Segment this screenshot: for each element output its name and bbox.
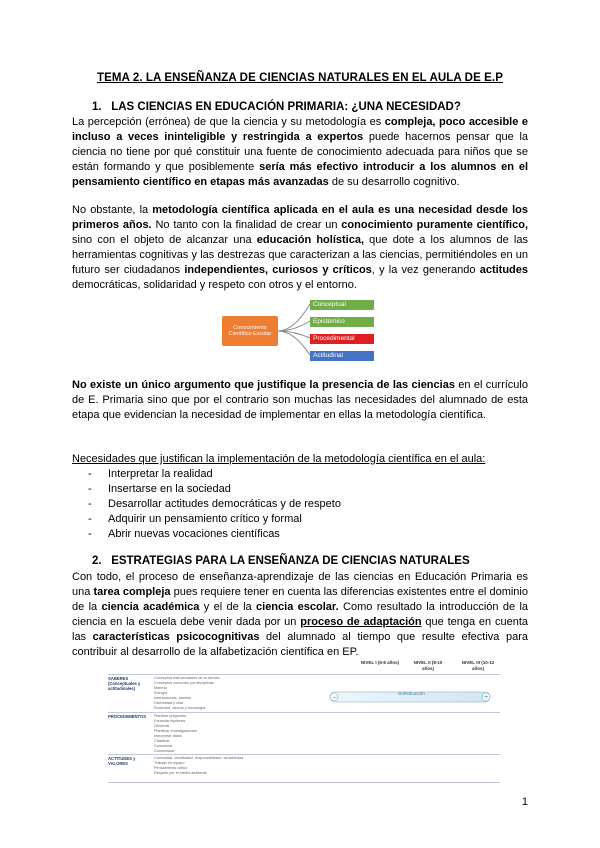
table-cell: Conceptos estructurantes de la ciencia bbox=[154, 676, 220, 680]
svg-text:−: − bbox=[332, 694, 338, 701]
p4-text-k: del alumnado al tiempo que resulte efectiva para contribuir al desarrollo de la alfabetización científica en EP. bbox=[72, 631, 528, 658]
list-item-text: Insertarse en la sociedad bbox=[108, 483, 231, 495]
p2-text-a: No obstante, la bbox=[72, 204, 153, 216]
table-cell: Conceptos comunes por disciplinas bbox=[154, 681, 214, 685]
diagram-tag-actitudinal: Actitudinal bbox=[310, 351, 374, 361]
diagram-tag-conceptual: Conceptual bbox=[310, 300, 374, 310]
section-1-heading bbox=[92, 101, 461, 113]
needs-heading: Necesidades que justifican la implementación de la metodología científica en el aula: bbox=[72, 453, 486, 465]
document-title: TEMA 2. LA ENSEÑANZA DE CIENCIAS NATURALES EN EL AULA DE E.P bbox=[97, 72, 503, 84]
row-label-procedimientos: PROCEDIMIENTOS bbox=[108, 714, 147, 719]
paragraph-1 bbox=[72, 115, 528, 190]
paragraph-2 bbox=[72, 203, 528, 293]
section-2-number: 2. bbox=[92, 555, 102, 567]
p4-text-c: pues requiere tener en cuenta las diferencias existentes entre el dominio de la bbox=[72, 586, 528, 613]
table-cell: Plantear preguntas bbox=[154, 714, 187, 718]
table-cell: Observar bbox=[154, 724, 170, 728]
section-1-number: 1. bbox=[92, 101, 102, 113]
list-item: - Abrir nuevas vocaciones científicas bbox=[88, 528, 280, 540]
table-cell: Diversidad y vida bbox=[154, 701, 183, 705]
page-number: 1 bbox=[521, 796, 528, 808]
row-items-saberes bbox=[154, 676, 219, 711]
sophistication-label: Sofisticación bbox=[398, 691, 425, 697]
p1-text-e: de su desarrollo cognitivo. bbox=[328, 176, 460, 188]
section-1-title: LAS CIENCIAS EN EDUCACIÓN PRIMARIA: ¿UNA NECESIDAD? bbox=[111, 101, 461, 113]
row-label-actitudes: ACTITUDES y VALORES bbox=[108, 756, 136, 766]
diagram-tag-epistemico: Epistémico bbox=[310, 317, 374, 327]
svg-text:+: + bbox=[483, 694, 489, 702]
diagram-tag-procedimental: Procedimental bbox=[310, 334, 374, 344]
p2-bold-d: conocimiento puramente científico, bbox=[341, 219, 529, 231]
p3-text-b: en el currículo de E. Primaria sino que por el contrario son muchas las necesidades del alumnado de esta etapa que evidencian la necesidad de implementar en ellas la metodología científica. bbox=[72, 379, 528, 421]
row-items-actitudes bbox=[154, 756, 243, 776]
table-cell: Materia bbox=[154, 686, 167, 690]
table-cell: Interacciones, cambio bbox=[154, 696, 191, 700]
table-cell: Pensamiento crítico bbox=[154, 766, 188, 770]
level-2-header: NIVEL II (8-10 años) bbox=[413, 660, 443, 671]
table-cell: Clasificar bbox=[154, 739, 170, 743]
p4-bold-d: ciencia académica bbox=[101, 601, 200, 613]
p1-bold-b: compleja, poco accesible e incluso a veces ininteligible y restringida a expertos bbox=[72, 116, 528, 143]
needs-list bbox=[88, 467, 341, 542]
p1-bold-d: sería más efectivo introducir a los alumnos en el pensamiento científico en etapas más avanzadas bbox=[72, 161, 528, 188]
p2-text-c: No tanto con la finalidad de crear un bbox=[151, 219, 342, 231]
level-1-header: NIVEL I (6-8 años) bbox=[360, 660, 400, 665]
p2-bold-f: educación holística, bbox=[256, 234, 365, 246]
p2-bold-b: metodología científica aplicada en el aula es una necesidad desde los primeros años. bbox=[72, 204, 528, 231]
p2-bold-j: actitudes bbox=[479, 264, 528, 276]
table-divider bbox=[108, 754, 500, 755]
table-divider bbox=[108, 782, 500, 783]
row-label-saberes: SABERES (Conceptuales y actitudinales) bbox=[108, 676, 141, 691]
table-cell: Comunicar bbox=[154, 744, 173, 748]
table-divider bbox=[108, 712, 500, 713]
p4-text-e: y el de la bbox=[199, 601, 257, 613]
p2-text-e: sino con el objeto de alcanzar una bbox=[72, 234, 257, 246]
p2-text-i: , y la vez generando bbox=[371, 264, 480, 276]
table-cell: Respeto por el medio ambiente bbox=[154, 771, 207, 775]
table-cell: Consensuar bbox=[154, 749, 175, 753]
p4-bold-f: ciencia escolar. bbox=[256, 601, 339, 613]
p4-text-a: Con todo, el proceso de enseñanza-aprendizaje de las ciencias en Educación Primaria es una bbox=[72, 571, 528, 598]
table-cell: Formular hipótesis bbox=[154, 719, 186, 723]
paragraph-4 bbox=[72, 570, 528, 660]
table-cell: Interpretar datos bbox=[154, 734, 182, 738]
p4-bold-b: tarea compleja bbox=[93, 586, 171, 598]
p2-text-g: que dote a los alumnos de las herramientas cognitivas y las destrezas que caracterizan a las ciencias, permitiéndoles en un futuro ser ciudadanos bbox=[72, 234, 528, 276]
table-divider bbox=[108, 674, 500, 675]
progression-table bbox=[108, 660, 500, 788]
list-item-text: Abrir nuevas vocaciones científicas bbox=[108, 528, 280, 540]
p4-text-g: Como resultado la introducción de la ciencia en la escuela debe venir dada por un bbox=[72, 601, 529, 628]
level-3-header: NIVEL III (10-12 años) bbox=[461, 660, 495, 671]
paragraph-3 bbox=[72, 378, 528, 423]
p4-bold-underline-h: proceso de adaptación bbox=[300, 616, 422, 628]
p3-bold-a: No existe un único argumento que justifique la presencia de las ciencias bbox=[72, 379, 455, 391]
p2-text-k: democráticas, solidaridad y respeto con otros y el entorno. bbox=[72, 279, 357, 291]
row-items-procedimientos bbox=[154, 714, 197, 754]
list-item: - Interpretar la realidad bbox=[88, 468, 213, 480]
list-item: - Desarrollar actitudes democráticas y de respeto bbox=[88, 498, 341, 510]
list-item-text: Interpretar la realidad bbox=[108, 468, 213, 480]
table-cell: Energía bbox=[154, 691, 168, 695]
p1-text-a: La percepción (errónea) de que la ciencia y su metodología es bbox=[72, 116, 385, 128]
diagram-source-box: Conocimiento Científico Escolar bbox=[222, 316, 278, 346]
list-item: - Adquirir un pensamiento crítico y formal bbox=[88, 513, 302, 525]
list-item: - Insertarse en la sociedad bbox=[88, 483, 231, 495]
table-cell: Planificar investigaciones bbox=[154, 729, 197, 733]
p2-bold-h: independientes, curiosos y críticos bbox=[184, 264, 372, 276]
section-2-title: ESTRATEGIAS PARA LA ENSEÑANZA DE CIENCIAS NATURALES bbox=[111, 555, 470, 567]
p1-text-c: puede hacernos pensar que la ciencia no tiene por qué constituir una fuente de conocimiento adecuada para niños que se están formando y que posiblemente bbox=[72, 131, 529, 173]
list-item-text: Desarrollar actitudes democráticas y de respeto bbox=[108, 498, 341, 510]
knowledge-diagram bbox=[222, 300, 382, 360]
table-cell: Sociedad, ciencia y tecnología bbox=[154, 706, 206, 710]
list-item-text: Adquirir un pensamiento crítico y formal bbox=[108, 513, 302, 525]
p4-text-i: que tenga en cuenta las bbox=[72, 616, 529, 643]
table-cell: Curiosidad, creatividad, responsabilidad, sensibilidad bbox=[154, 756, 244, 760]
table-cell: Trabajo en equipo bbox=[154, 761, 185, 765]
section-2-heading bbox=[92, 555, 470, 567]
p4-bold-j: características psicocognitivas bbox=[92, 631, 260, 643]
